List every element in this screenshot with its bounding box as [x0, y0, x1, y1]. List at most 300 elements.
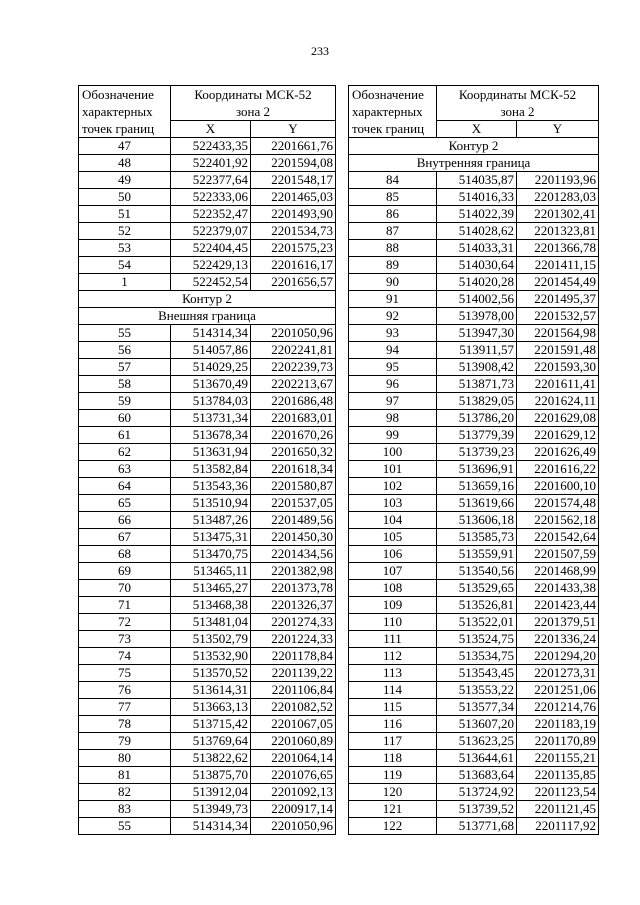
- point-number-cell: 109: [349, 597, 437, 614]
- coordinates-header-line1: Координаты МСК-52: [194, 87, 312, 102]
- point-number-cell: 86: [349, 206, 437, 223]
- table-row: [79, 427, 336, 444]
- table-row: [79, 546, 336, 563]
- table-row: [349, 376, 599, 393]
- x-coordinate-cell: 513524,75: [437, 631, 517, 648]
- point-number-cell: 88: [349, 240, 437, 257]
- y-coordinate-cell: 2201135,85: [517, 767, 599, 784]
- x-coordinate-cell: 513606,18: [437, 512, 517, 529]
- x-coordinate-cell: 514314,34: [171, 325, 251, 342]
- x-coordinate-cell: 514016,33: [437, 189, 517, 206]
- x-coordinate-cell: 513670,49: [171, 376, 251, 393]
- y-coordinate-cell: 2201575,23: [251, 240, 336, 257]
- x-coordinate-cell: 513724,92: [437, 784, 517, 801]
- x-coordinate-cell: 513534,75: [437, 648, 517, 665]
- point-number-cell: 68: [79, 546, 171, 563]
- x-coordinate-cell: 513908,42: [437, 359, 517, 376]
- y-coordinate-cell: 2201082,52: [251, 699, 336, 716]
- coordinates-header-line1: Координаты МСК-52: [458, 87, 577, 102]
- table-row: [349, 699, 599, 716]
- x-coordinate-cell: 513947,30: [437, 325, 517, 342]
- points-header-line2: характерных: [352, 104, 423, 119]
- coordinates-table-right: [348, 85, 599, 835]
- x-coordinate-cell: 513779,39: [437, 427, 517, 444]
- point-number-cell: 56: [79, 342, 171, 359]
- section-title: Контур 2: [349, 138, 599, 155]
- point-number-cell: 48: [79, 155, 171, 172]
- coordinates-header: [171, 86, 336, 121]
- point-number-cell: 108: [349, 580, 437, 597]
- point-number-cell: 104: [349, 512, 437, 529]
- y-coordinate-cell: 2202241,81: [251, 342, 336, 359]
- table-row: [79, 767, 336, 784]
- point-number-cell: 122: [349, 818, 437, 835]
- point-number-cell: 76: [79, 682, 171, 699]
- y-coordinate-cell: 2201224,33: [251, 631, 336, 648]
- x-coordinate-cell: 514028,62: [437, 223, 517, 240]
- x-coordinate-cell: 514002,56: [437, 291, 517, 308]
- y-coordinate-cell: 2201670,26: [251, 427, 336, 444]
- table-row: [349, 240, 599, 257]
- table-row: [349, 580, 599, 597]
- y-coordinate-cell: 2201178,84: [251, 648, 336, 665]
- x-coordinate-cell: 513607,20: [437, 716, 517, 733]
- table-row: [349, 461, 599, 478]
- table-row: [79, 784, 336, 801]
- section-title: Контур 2: [79, 291, 336, 308]
- table-row: [349, 325, 599, 342]
- x-coordinate-cell: 513739,23: [437, 444, 517, 461]
- y-coordinate-cell: 2201294,20: [517, 648, 599, 665]
- y-coordinate-cell: 2201594,08: [251, 155, 336, 172]
- y-coordinate-cell: 2201251,06: [517, 682, 599, 699]
- x-coordinate-cell: 513470,75: [171, 546, 251, 563]
- section-row: [79, 291, 336, 308]
- y-coordinate-cell: 2201656,57: [251, 274, 336, 291]
- x-coordinate-cell: 513829,05: [437, 393, 517, 410]
- y-coordinate-cell: 2201092,13: [251, 784, 336, 801]
- x-coordinate-cell: 513585,73: [437, 529, 517, 546]
- y-coordinate-cell: 2201537,05: [251, 495, 336, 512]
- x-coordinate-cell: 513540,56: [437, 563, 517, 580]
- table-row: [349, 172, 599, 189]
- table-row: [79, 495, 336, 512]
- table-row: [349, 189, 599, 206]
- point-number-cell: 80: [79, 750, 171, 767]
- y-coordinate-cell: 2201214,76: [517, 699, 599, 716]
- y-coordinate-cell: 2201600,10: [517, 478, 599, 495]
- x-coordinate-cell: 513481,04: [171, 614, 251, 631]
- table-row: [79, 750, 336, 767]
- points-header-line1: Обозначение: [82, 87, 154, 102]
- section-title: Внутренняя граница: [349, 155, 599, 172]
- point-number-cell: 90: [349, 274, 437, 291]
- y-coordinate-cell: 2201650,32: [251, 444, 336, 461]
- x-coordinate-cell: 522379,07: [171, 223, 251, 240]
- coordinates-header-line2: зона 2: [235, 104, 271, 119]
- x-coordinate-cell: 513731,34: [171, 410, 251, 427]
- y-coordinate-cell: 2201050,96: [251, 325, 336, 342]
- y-coordinate-cell: 2201060,89: [251, 733, 336, 750]
- y-coordinate-cell: 2201542,64: [517, 529, 599, 546]
- x-coordinate-cell: 513570,52: [171, 665, 251, 682]
- x-coordinate-cell: 513771,68: [437, 818, 517, 835]
- table-row: [79, 478, 336, 495]
- point-number-cell: 63: [79, 461, 171, 478]
- x-coordinate-cell: 513875,70: [171, 767, 251, 784]
- table-row: [349, 223, 599, 240]
- y-coordinate-cell: 2202239,73: [251, 359, 336, 376]
- points-header-line3: точек границ: [352, 121, 425, 136]
- y-coordinate-cell: 2201193,96: [517, 172, 599, 189]
- point-number-cell: 99: [349, 427, 437, 444]
- y-coordinate-cell: 2201139,22: [251, 665, 336, 682]
- table-row: [349, 529, 599, 546]
- point-number-cell: 57: [79, 359, 171, 376]
- point-number-cell: 65: [79, 495, 171, 512]
- x-coordinate-cell: 513553,22: [437, 682, 517, 699]
- table-row: [349, 342, 599, 359]
- x-coordinate-cell: 513683,64: [437, 767, 517, 784]
- x-coordinate-cell: 514030,64: [437, 257, 517, 274]
- point-number-cell: 47: [79, 138, 171, 155]
- point-number-cell: 81: [79, 767, 171, 784]
- table-row: [349, 444, 599, 461]
- y-coordinate-cell: 2201629,12: [517, 427, 599, 444]
- x-coordinate-cell: 513526,81: [437, 597, 517, 614]
- table-row: [349, 682, 599, 699]
- coordinates-body-left: [79, 138, 336, 835]
- x-header: X: [171, 121, 251, 138]
- point-number-cell: 95: [349, 359, 437, 376]
- x-coordinate-cell: 513912,04: [171, 784, 251, 801]
- x-coordinate-cell: 513769,64: [171, 733, 251, 750]
- table-row: [349, 631, 599, 648]
- point-number-cell: 102: [349, 478, 437, 495]
- table-row: [79, 257, 336, 274]
- points-header-line3: точек границ: [82, 121, 155, 136]
- point-number-cell: 1: [79, 274, 171, 291]
- point-number-cell: 117: [349, 733, 437, 750]
- table-row: [79, 461, 336, 478]
- point-number-cell: 54: [79, 257, 171, 274]
- y-header: Y: [517, 121, 599, 138]
- table-row: [349, 291, 599, 308]
- point-number-cell: 75: [79, 665, 171, 682]
- point-number-cell: 89: [349, 257, 437, 274]
- table-row: [349, 784, 599, 801]
- table-row: [79, 818, 336, 835]
- x-coordinate-cell: 513871,73: [437, 376, 517, 393]
- y-coordinate-cell: 2201532,57: [517, 308, 599, 325]
- table-row: [349, 427, 599, 444]
- y-coordinate-cell: 2201326,37: [251, 597, 336, 614]
- y-coordinate-cell: 2201155,21: [517, 750, 599, 767]
- point-number-cell: 105: [349, 529, 437, 546]
- y-coordinate-cell: 2201548,17: [251, 172, 336, 189]
- table-row: [349, 801, 599, 818]
- table-row: [79, 614, 336, 631]
- table-row: [79, 359, 336, 376]
- points-header-line2: характерных: [82, 104, 153, 119]
- point-number-cell: 73: [79, 631, 171, 648]
- x-coordinate-cell: 513663,13: [171, 699, 251, 716]
- y-coordinate-cell: 2201411,15: [517, 257, 599, 274]
- x-coordinate-cell: 513577,34: [437, 699, 517, 716]
- table-row: [349, 359, 599, 376]
- point-number-cell: 82: [79, 784, 171, 801]
- points-header-line1: Обозначение: [352, 87, 424, 102]
- y-coordinate-cell: 2201562,18: [517, 512, 599, 529]
- point-number-cell: 103: [349, 495, 437, 512]
- x-coordinate-cell: 513487,26: [171, 512, 251, 529]
- y-coordinate-cell: 2201489,56: [251, 512, 336, 529]
- y-coordinate-cell: 2201423,44: [517, 597, 599, 614]
- x-coordinate-cell: 522401,92: [171, 155, 251, 172]
- coordinates-header-line2: зона 2: [500, 104, 535, 119]
- point-number-cell: 52: [79, 223, 171, 240]
- section-row: [349, 155, 599, 172]
- y-coordinate-cell: 2201468,99: [517, 563, 599, 580]
- coordinates-header: [437, 86, 599, 121]
- table-row: [349, 257, 599, 274]
- table-row: [79, 716, 336, 733]
- table-row: [79, 325, 336, 342]
- x-coordinate-cell: 513696,91: [437, 461, 517, 478]
- table-row: [349, 716, 599, 733]
- table-row: [79, 240, 336, 257]
- point-number-cell: 62: [79, 444, 171, 461]
- table-row: [79, 274, 336, 291]
- table-row: [79, 648, 336, 665]
- point-number-cell: 92: [349, 308, 437, 325]
- y-coordinate-cell: 2201686,48: [251, 393, 336, 410]
- y-coordinate-cell: 2201050,96: [251, 818, 336, 835]
- y-coordinate-cell: 2201076,65: [251, 767, 336, 784]
- point-number-cell: 59: [79, 393, 171, 410]
- point-number-cell: 64: [79, 478, 171, 495]
- table-row: [79, 444, 336, 461]
- point-number-cell: 77: [79, 699, 171, 716]
- table-row: [349, 478, 599, 495]
- table-row: [349, 546, 599, 563]
- point-number-cell: 110: [349, 614, 437, 631]
- x-coordinate-cell: 513522,01: [437, 614, 517, 631]
- table-row: [349, 733, 599, 750]
- x-coordinate-cell: 513619,66: [437, 495, 517, 512]
- x-coordinate-cell: 513678,34: [171, 427, 251, 444]
- y-coordinate-cell: 2201493,90: [251, 206, 336, 223]
- table-row: [79, 223, 336, 240]
- point-number-cell: 106: [349, 546, 437, 563]
- section-row: [79, 308, 336, 325]
- x-coordinate-cell: 513614,31: [171, 682, 251, 699]
- y-coordinate-cell: 2201336,24: [517, 631, 599, 648]
- coordinates-body-right: [349, 138, 599, 835]
- y-header: Y: [251, 121, 336, 138]
- point-number-cell: 55: [79, 818, 171, 835]
- table-row: [349, 648, 599, 665]
- point-number-cell: 72: [79, 614, 171, 631]
- table-row: [349, 597, 599, 614]
- point-number-cell: 101: [349, 461, 437, 478]
- y-coordinate-cell: 2201450,30: [251, 529, 336, 546]
- point-number-cell: 50: [79, 189, 171, 206]
- point-number-cell: 114: [349, 682, 437, 699]
- point-number-cell: 94: [349, 342, 437, 359]
- point-number-cell: 84: [349, 172, 437, 189]
- y-coordinate-cell: 2201593,30: [517, 359, 599, 376]
- x-coordinate-cell: 514033,31: [437, 240, 517, 257]
- point-number-cell: 115: [349, 699, 437, 716]
- table-row: [79, 155, 336, 172]
- x-coordinate-cell: 513465,11: [171, 563, 251, 580]
- y-coordinate-cell: 2201117,92: [517, 818, 599, 835]
- point-number-cell: 96: [349, 376, 437, 393]
- y-coordinate-cell: 2201616,17: [251, 257, 336, 274]
- table-row: [79, 733, 336, 750]
- x-coordinate-cell: 513543,36: [171, 478, 251, 495]
- point-number-cell: 119: [349, 767, 437, 784]
- x-coordinate-cell: 522433,35: [171, 138, 251, 155]
- point-number-cell: 61: [79, 427, 171, 444]
- x-coordinate-cell: 522452,54: [171, 274, 251, 291]
- x-coordinate-cell: 513644,61: [437, 750, 517, 767]
- y-coordinate-cell: 2201683,01: [251, 410, 336, 427]
- point-number-cell: 51: [79, 206, 171, 223]
- x-coordinate-cell: 513532,90: [171, 648, 251, 665]
- table-row: [349, 512, 599, 529]
- y-coordinate-cell: 2201434,56: [251, 546, 336, 563]
- point-number-cell: 79: [79, 733, 171, 750]
- table-row: [349, 274, 599, 291]
- y-coordinate-cell: 2201170,89: [517, 733, 599, 750]
- x-coordinate-cell: 514020,28: [437, 274, 517, 291]
- x-coordinate-cell: 514035,87: [437, 172, 517, 189]
- x-coordinate-cell: 513715,42: [171, 716, 251, 733]
- table-row: [79, 138, 336, 155]
- y-coordinate-cell: 2201366,78: [517, 240, 599, 257]
- point-number-cell: 91: [349, 291, 437, 308]
- point-number-cell: 83: [79, 801, 171, 818]
- point-number-cell: 58: [79, 376, 171, 393]
- point-number-cell: 107: [349, 563, 437, 580]
- y-coordinate-cell: 2201465,03: [251, 189, 336, 206]
- point-number-cell: 120: [349, 784, 437, 801]
- table-row: [79, 665, 336, 682]
- x-coordinate-cell: 522429,13: [171, 257, 251, 274]
- y-coordinate-cell: 2201302,41: [517, 206, 599, 223]
- y-coordinate-cell: 2201274,33: [251, 614, 336, 631]
- table-row: [79, 801, 336, 818]
- y-coordinate-cell: 2201580,87: [251, 478, 336, 495]
- x-coordinate-cell: 513543,45: [437, 665, 517, 682]
- x-coordinate-cell: 513623,25: [437, 733, 517, 750]
- y-coordinate-cell: 2201611,41: [517, 376, 599, 393]
- y-coordinate-cell: 2201564,98: [517, 325, 599, 342]
- y-coordinate-cell: 2201574,48: [517, 495, 599, 512]
- x-coordinate-cell: 513468,38: [171, 597, 251, 614]
- y-coordinate-cell: 2201373,78: [251, 580, 336, 597]
- x-coordinate-cell: 513786,20: [437, 410, 517, 427]
- coordinates-table-left: [78, 85, 336, 835]
- table-row: [79, 376, 336, 393]
- point-number-cell: 49: [79, 172, 171, 189]
- point-number-cell: 67: [79, 529, 171, 546]
- x-coordinate-cell: 514029,25: [171, 359, 251, 376]
- x-coordinate-cell: 514057,86: [171, 342, 251, 359]
- x-coordinate-cell: 522333,06: [171, 189, 251, 206]
- y-coordinate-cell: 2201616,22: [517, 461, 599, 478]
- x-coordinate-cell: 513631,94: [171, 444, 251, 461]
- y-coordinate-cell: 2201323,81: [517, 223, 599, 240]
- table-row: [79, 172, 336, 189]
- table-row: [349, 495, 599, 512]
- table-row: [79, 393, 336, 410]
- point-number-cell: 100: [349, 444, 437, 461]
- y-coordinate-cell: 2201379,51: [517, 614, 599, 631]
- y-coordinate-cell: 2201123,54: [517, 784, 599, 801]
- table-row: [79, 580, 336, 597]
- point-number-cell: 93: [349, 325, 437, 342]
- y-coordinate-cell: 2201507,59: [517, 546, 599, 563]
- y-coordinate-cell: 2201382,98: [251, 563, 336, 580]
- point-number-cell: 70: [79, 580, 171, 597]
- section-row: [349, 138, 599, 155]
- table-row: [79, 682, 336, 699]
- x-coordinate-cell: 513475,31: [171, 529, 251, 546]
- x-header: X: [437, 121, 517, 138]
- x-coordinate-cell: 522377,64: [171, 172, 251, 189]
- point-number-cell: 98: [349, 410, 437, 427]
- x-coordinate-cell: 513529,65: [437, 580, 517, 597]
- y-coordinate-cell: 2201495,37: [517, 291, 599, 308]
- x-coordinate-cell: 513978,00: [437, 308, 517, 325]
- point-number-cell: 71: [79, 597, 171, 614]
- y-coordinate-cell: 2201534,73: [251, 223, 336, 240]
- x-coordinate-cell: 513822,62: [171, 750, 251, 767]
- x-coordinate-cell: 513465,27: [171, 580, 251, 597]
- table-row: [349, 818, 599, 835]
- point-number-cell: 118: [349, 750, 437, 767]
- table-row: [349, 665, 599, 682]
- point-number-cell: 66: [79, 512, 171, 529]
- table-row: [349, 393, 599, 410]
- y-coordinate-cell: 2201273,31: [517, 665, 599, 682]
- table-row: [79, 597, 336, 614]
- y-coordinate-cell: 2201661,76: [251, 138, 336, 155]
- table-row: [79, 699, 336, 716]
- x-coordinate-cell: 514314,34: [171, 818, 251, 835]
- point-number-cell: 53: [79, 240, 171, 257]
- table-row: [349, 410, 599, 427]
- x-coordinate-cell: 513784,03: [171, 393, 251, 410]
- table-row: [349, 308, 599, 325]
- table-row: [79, 206, 336, 223]
- points-header: [79, 86, 171, 138]
- x-coordinate-cell: 513582,84: [171, 461, 251, 478]
- table-row: [79, 512, 336, 529]
- x-coordinate-cell: 514022,39: [437, 206, 517, 223]
- table-row: [79, 563, 336, 580]
- point-number-cell: 116: [349, 716, 437, 733]
- y-coordinate-cell: 2201624,11: [517, 393, 599, 410]
- x-coordinate-cell: 513739,52: [437, 801, 517, 818]
- x-coordinate-cell: 513510,94: [171, 495, 251, 512]
- table-row: [79, 529, 336, 546]
- y-coordinate-cell: 2200917,14: [251, 801, 336, 818]
- table-row: [79, 410, 336, 427]
